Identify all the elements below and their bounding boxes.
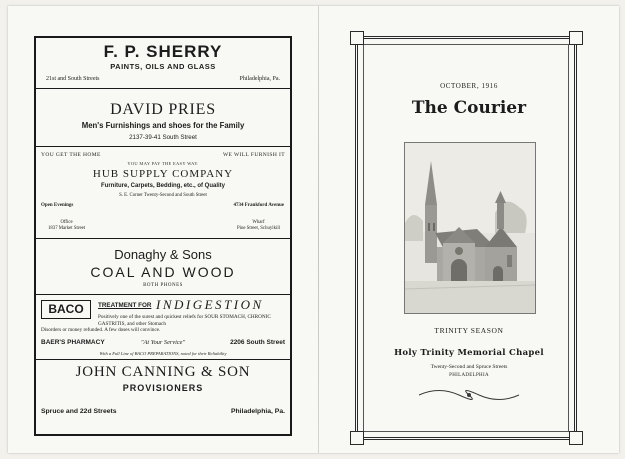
divider — [36, 88, 290, 89]
church-photo — [404, 142, 536, 314]
pries-address: 2137-39-41 South Street — [129, 134, 197, 141]
hub-office-address: 1837 Market Street — [48, 226, 86, 231]
baer-slogan: "At Your Service" — [140, 339, 186, 346]
baco-indigestion: INDIGESTION — [156, 297, 264, 312]
baco-description: Positively one of the surest and quickest reliefs for SOUR STOMACH, CHRONIC GASTRITIS, and other Stomach — [98, 314, 271, 327]
donaghy-phones: BOTH PHONES — [143, 283, 183, 288]
baco-logo: BACO — [41, 300, 91, 319]
hub-frankford: 4734 Frankford Avenue — [233, 203, 284, 208]
chapel-address: Twenty-Second and Spruce Streets — [430, 364, 508, 370]
advertisement-page — [8, 6, 318, 453]
corner-ornament — [569, 431, 583, 445]
newsletter-title: The Courier — [411, 98, 527, 118]
canning-name: JOHN CANNING & SON — [75, 364, 251, 380]
canning-subtitle: PROVISIONERS — [122, 383, 204, 393]
divider — [36, 294, 290, 295]
hub-slogan-right: WE WILL FURNISH IT — [222, 152, 285, 158]
divider — [36, 146, 290, 147]
ornament-flourish — [414, 388, 524, 402]
donaghy-name: Donaghy & Sons — [114, 247, 212, 262]
hub-address: S. E. Corner Twenty-Second and South Street — [119, 193, 207, 198]
divider — [36, 359, 290, 360]
sherry-subtitle: PAINTS, OILS AND GLASS — [110, 62, 216, 71]
corner-ornament — [350, 431, 364, 445]
sherry-name: F. P. SHERRY — [103, 42, 223, 61]
booklet-spread — [8, 6, 619, 453]
hub-wharf — [237, 220, 280, 232]
advertisement-frame — [34, 36, 292, 436]
chapel-city: PHILADELPHIA — [449, 373, 489, 378]
sherry-address: 21st and South Streets — [46, 76, 100, 82]
divider — [36, 238, 290, 239]
hub-wharf-address: Pine Street, Schuylkill — [236, 226, 280, 231]
baer-note: With a Full Line of BACO PREPARATIONS, noted for their Reliability — [99, 351, 227, 356]
pries-name: DAVID PRIES — [110, 101, 216, 118]
hub-open-evenings: Open Evenings — [41, 203, 74, 208]
baer-address: 2206 South Street — [230, 339, 285, 346]
baco-description-cont: Disorders or money refunded. A few doses will convince. — [41, 327, 161, 333]
canning-address: Spruce and 22d Streets — [41, 408, 117, 415]
corner-ornament — [350, 31, 364, 45]
hub-office-label: Office — [60, 220, 73, 225]
issue-date: OCTOBER, 1916 — [440, 82, 498, 90]
baco-treatment-label: TREATMENT FOR — [98, 302, 152, 309]
hub-office — [48, 220, 85, 232]
hub-subtitle: Furniture, Carpets, Bedding, etc., of Quality — [100, 183, 225, 189]
corner-ornament — [569, 31, 583, 45]
cover-page — [319, 6, 619, 453]
pries-subtitle: Men's Furnishings and shoes for the Family — [81, 121, 245, 130]
donaghy-product: COAL AND WOOD — [90, 264, 236, 280]
season-label: TRINITY SEASON — [434, 326, 504, 335]
hub-wharf-label: Wharf — [252, 220, 265, 225]
sherry-city: Philadelphia, Pa. — [239, 76, 280, 82]
chapel-name: Holy Trinity Memorial Chapel — [394, 348, 544, 358]
baer-pharmacy-name: BAER'S PHARMACY — [41, 339, 105, 346]
canning-city: Philadelphia, Pa. — [230, 408, 285, 415]
hub-name: HUB SUPPLY COMPANY — [92, 168, 234, 180]
hub-slogan-small: YOU MAY PAY THE EASY WAY. — [127, 161, 199, 166]
church-illustration — [405, 143, 535, 313]
hub-slogan-left: YOU GET THE HOME — [41, 152, 101, 158]
